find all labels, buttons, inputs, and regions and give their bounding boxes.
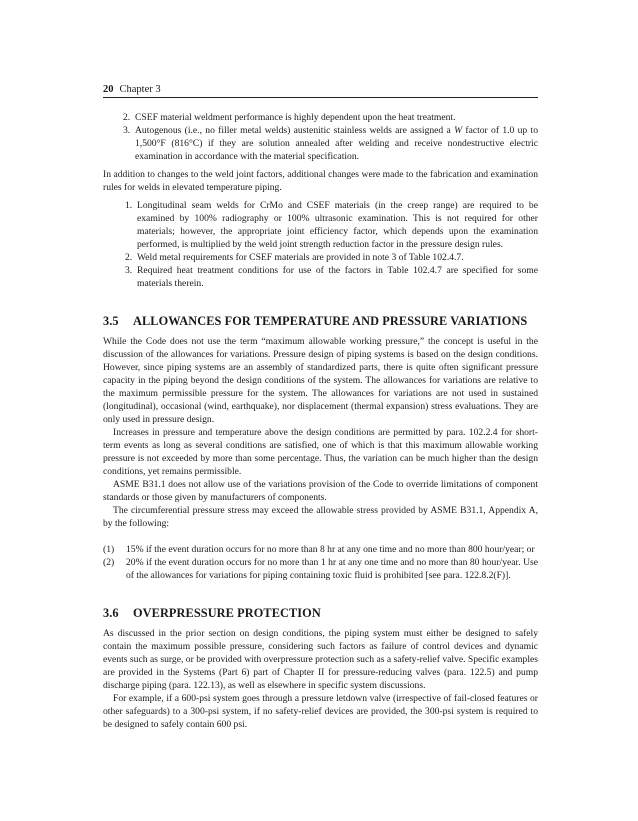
section-number: 3.5 [103,314,119,328]
numbered-list-weld-factors [103,111,538,163]
list-item [123,124,538,163]
chapter-label: Chapter 3 [119,84,161,95]
list-text-pre: Autogenous (i.e., no filler metal welds) austenitic stainless welds are assigned a [135,125,455,136]
section-heading-3-5 [103,314,538,329]
intro-paragraph: In addition to changes to the weld joint factors, additional changes were made to the fabrication and examination rules for welds in elevated temperature piping. [103,169,538,193]
list-item [123,111,538,124]
list-item [125,199,538,251]
list-text: CSEF material weldment performance is highly dependent upon the heat treatment. [135,112,456,123]
w-factor-symbol: W [454,125,463,136]
paragraph: Increases in pressure and temperature above the design conditions are permitted by para. 102.2.4 for short-term events as long as several conditions are satisfied, one of which is that this maximum allowable working pressure is not exceeded by more than some percentage. Thus, the variation can be much higher than the design conditions, yet remains permissible. [103,427,538,477]
list-text: 20% if the event duration occurs for no more than 1 hr at any one time and no more than 80 hour/year. Use of the allowances for variations for piping containing toxic fluid is prohibited [see para. 122.8.2(F)]. [126,557,538,581]
page-number: 20 [103,84,114,95]
section-title: OVERPRESSURE PROTECTION [133,606,321,620]
section-number: 3.6 [103,606,119,620]
list-text [135,124,538,163]
section-title: ALLOWANCES FOR TEMPERATURE AND PRESSURE VARIATIONS [133,314,528,328]
list-text: Required heat treatment conditions for use of the factors in Table 102.4.7 are specified for some materials therein. [137,265,538,289]
list-text: Weld metal requirements for CSEF materials are provided in note 3 of Table 102.4.7. [137,252,464,263]
variation-allowances-list [103,543,538,582]
list-text: Longitudinal seam welds for CrMo and CSEF materials (in the creep range) are required to be examined by 100% radiography or 100% ultrasonic examination. This is not required for other materials; however, the appropriate joint efficiency factor, which depends upon the examination performed, is multiplied by the weld joint strength reduction factor in the pressure design rules. [137,200,538,250]
paragraph: For example, if a 600-psi system goes through a pressure letdown valve (irrespective of fail-closed features or other safeguards) to a 300-psi system, if no safety-relief devices are provided, the 300-psi system is required to be designed to safely contain 600 psi. [103,693,538,730]
list-text-post: factor of 1.0 up to 1,500°F (816°C) if they are solution annealed after welding and receive nondestructive electric examination in accordance with the material specification. [135,125,538,162]
list-marker: (2) [103,557,115,568]
running-header [103,84,538,98]
list-marker: (1) [103,544,115,555]
list-marker: 2. [123,112,131,123]
paragraph: The circumferential pressure stress may exceed the allowable stress provided by ASME B31.1, Appendix A, by the following: [103,505,538,529]
paragraph: As discussed in the prior section on design conditions, the piping system must either be designed to safely contain the maximum possible pressure, considering such factors as failure of control devices and dynamic events such as surge, or be provided with overpressure protection such as a safety-relief valve. Specific examples are provided in the Systems (Part 6) part of Chapter II for pressure-reducing valves (para. 122.5) and pump discharge piping (para. 122.13), as well as elsewhere in specific system discussions. [103,628,538,691]
section-heading-3-6 [103,606,538,621]
list-text: 15% if the event duration occurs for no more than 8 hr at any one time and no more than 800 hour/year; or [126,544,535,555]
list-item [103,556,538,582]
list-marker: 3. [125,265,133,276]
list-item [125,264,538,290]
paragraph: ASME B31.1 does not allow use of the variations provision of the Code to override limitations of component standards or those given by manufacturers of components. [103,479,538,503]
list-marker: 3. [123,125,131,136]
list-item [103,543,538,556]
list-marker: 1. [125,200,133,211]
paragraph: While the Code does not use the term “maximum allowable working pressure,” the concept is useful in the discussion of the allowances for variations. Pressure design of piping systems is based on the design conditions. However, since piping systems are an assembly of standardized parts, there is quite often significant pressure capacity in the piping beyond the design conditions of the system. The allowances for variations are relative to the maximum permissible pressure for the system. The allowances for variations are not used in sustained (longitudinal), occasional (wind, earthquake), nor displacement (thermal expansion) stress evaluations. They are only used in pressure design. [103,336,538,425]
list-item [125,251,538,264]
page [103,84,538,731]
list-marker: 2. [125,252,133,263]
numbered-list-fabrication [103,199,538,290]
